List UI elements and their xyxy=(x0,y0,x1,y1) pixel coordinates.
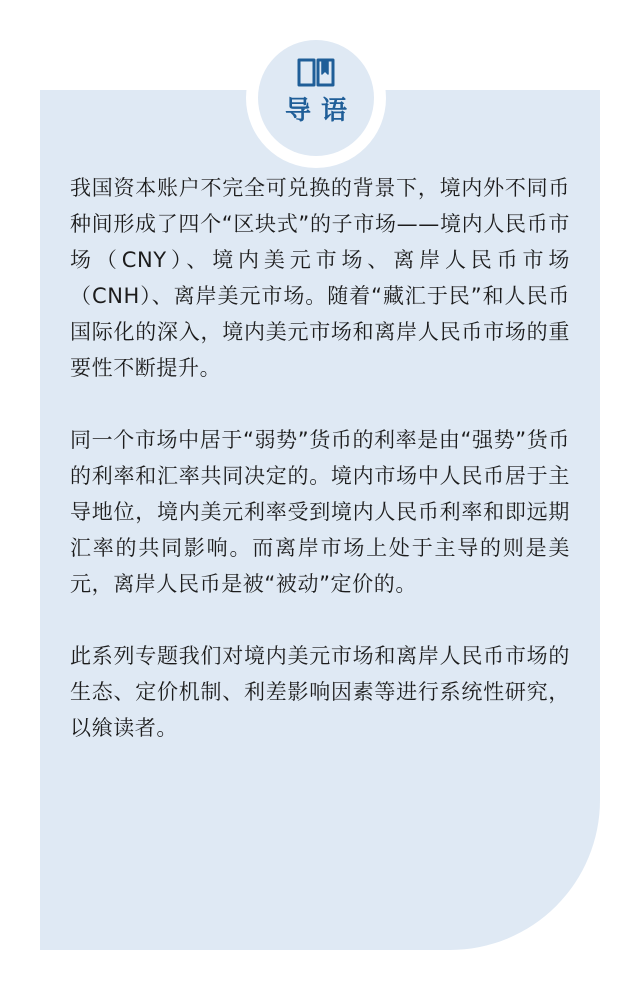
paragraph-3: 此系列专题我们对境内美元市场和离岸人民币市场的生态、定价机制、利差影响因素等进行系统性研究，以飨读者。 xyxy=(70,644,570,740)
intro-title: 导语 xyxy=(284,96,357,126)
intro-content xyxy=(70,170,570,782)
paragraph-1: 我国资本账户不完全可兑换的背景下，境内外不同币种间形成了四个“区块式”的子市场——境内人民币市场（CNY）、境内美元市场、离岸人民币市场（CNH）、离岸美元市场。随着“藏汇于民”和人民币国际化的深入，境内美元市场和离岸人民币市场的重要性不断提升。 xyxy=(70,176,570,380)
open-book-icon xyxy=(296,56,336,88)
paragraph-2: 同一个市场中居于“弱势”货币的利率是由“强势”货币的利率和汇率共同决定的。境内市场中人民币居于主导地位，境内美元利率受到境内人民币利率和即远期汇率的共同影响。而离岸市场上处于主导的则是美元，离岸人民币是被“被动”定价的。 xyxy=(70,428,570,596)
intro-badge xyxy=(258,40,374,156)
